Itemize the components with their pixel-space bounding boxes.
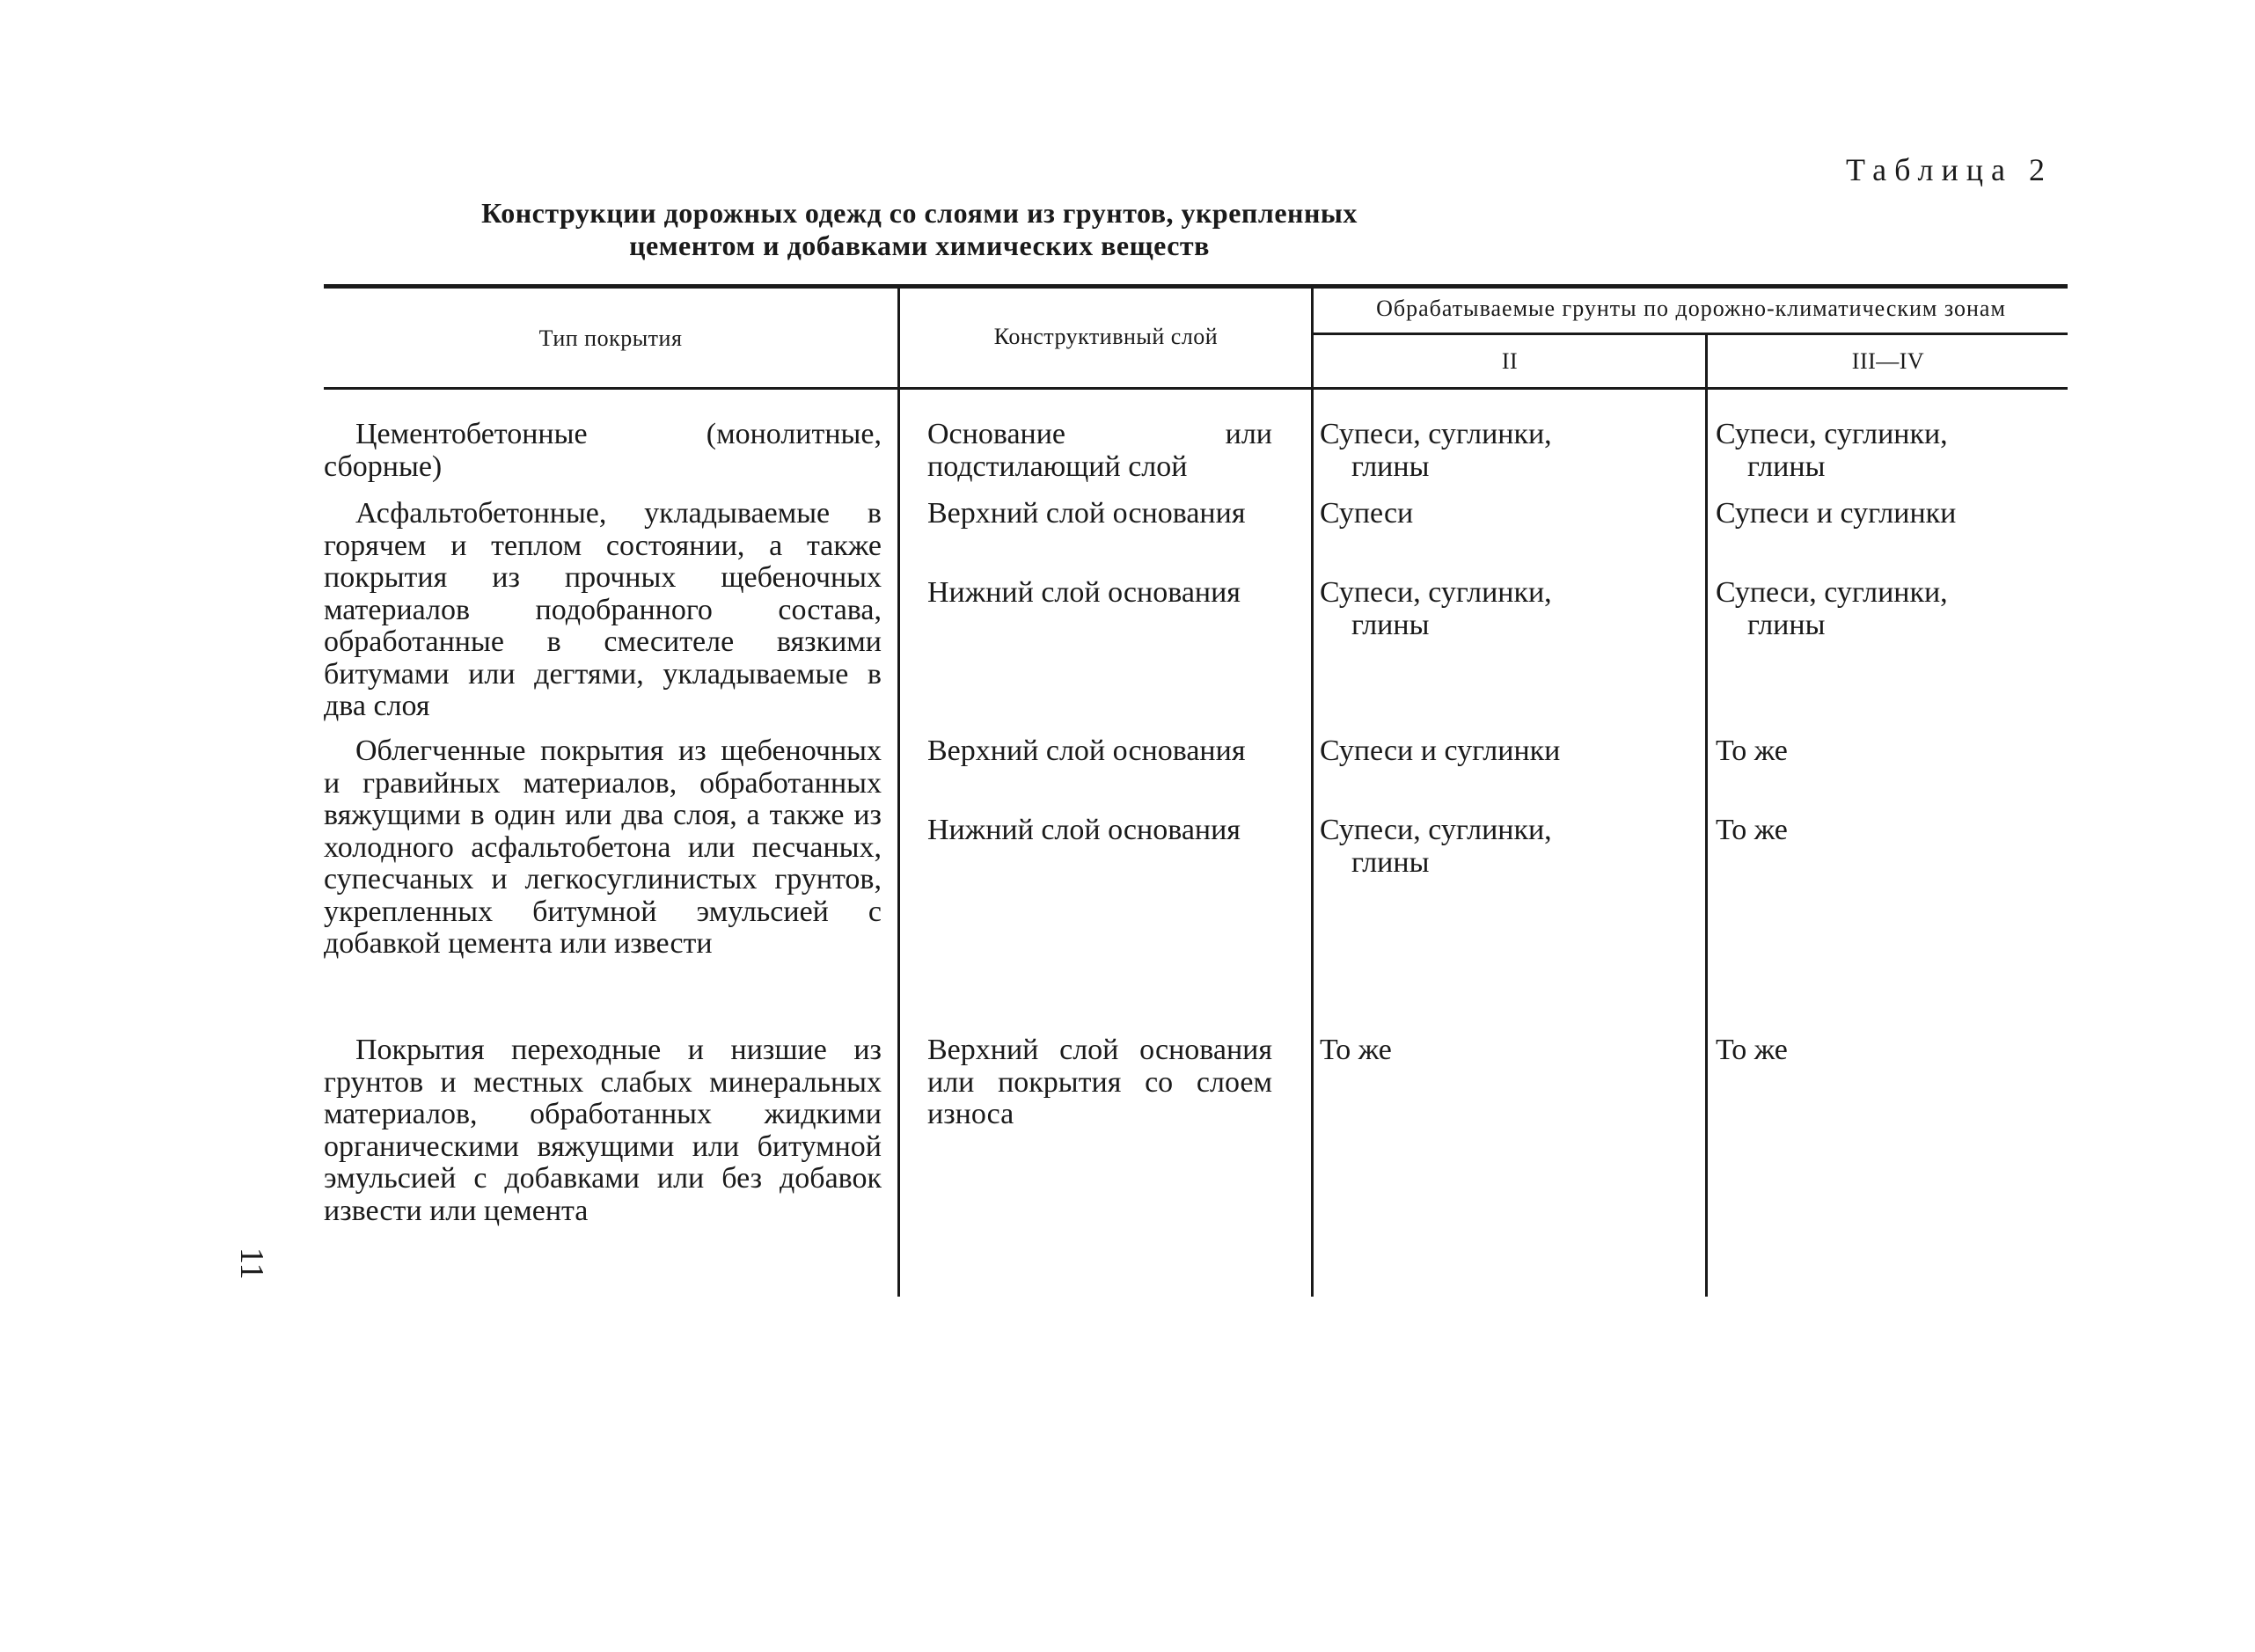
table-row-4-zone-ii: То же [1320,1034,1392,1066]
table-title [326,197,1513,262]
table-row-4-layer-1: Верхний слой основания или покрытия со слоем износа [927,1034,1272,1130]
table-row-1-zone-ii: Супеси, суглинки, глины [1320,418,1552,483]
table-row-2-layer-1-zone-ii: Супеси [1320,497,1414,530]
header-pavement-type: Тип покрытия [538,325,683,351]
column-divider-2 [1311,287,1314,1297]
table-row-1-layer-1: Основание или подстилающий слой [927,418,1272,483]
table-row-2-layer-1: Верхний слой основания [927,497,1246,530]
header-treated-soils: Обрабатываемые грунты по дорожно-климатическим зонам [1376,296,2006,321]
table-row-3-layer-1-zone-iii-iv: То же [1716,735,1788,767]
top-rule [324,284,2068,289]
table-row-3-layer-2-zone-iii-iv: То же [1716,814,1788,846]
table-title-line-1: Конструкции дорожных одежд со слоями из грунтов, укрепленных [481,197,1358,229]
table-row-2-layer-2-zone-ii: Супеси, суглинки, глины [1320,576,1552,641]
table-row-3-layer-1: Верхний слой основания [927,735,1246,767]
header-zone-iii-iv: III—IV [1851,348,1925,374]
header-zone-ii: II [1501,348,1519,374]
table-title-line-2: цементом и добавками химических веществ [629,230,1210,261]
table-row-3-layer-2-zone-ii: Супеси, суглинки, глины [1320,814,1552,879]
header-structural-layer: Конструктивный слой [993,324,1219,349]
table-row-2-layer-2-zone-iii-iv: Супеси, суглинки, глины [1716,576,1948,641]
page-number: 11 [233,1247,270,1280]
table-number: Таблица 2 [1846,152,2053,187]
table-row-3-type: Облегченные покрытия из щебеночных и гравийных материалов, обработанных вяжущими в один или два слоя, а также из холодного асфальтобетона или песчаных, супесчаных и легкосуглинистых грунтов, укрепленных битумной эмульсией с добавкой цемента или извести [324,735,882,960]
table-row-2-layer-1-zone-iii-iv: Супеси и суглинки [1716,497,1957,530]
table-row-1-type: Цементобетонные (монолитные, сборные) [324,418,882,483]
table-row-2-type: Асфальтобетонные, укладываемые в горячем и теплом состоянии, а также покрытия из прочных щебеночных материалов подобранного состава, обработанные в смесителе вязкими битумами или дегтями, укладываемые в два слоя [324,497,882,722]
column-divider-1 [897,287,900,1297]
zone-header-rule [1313,333,2068,335]
table-row-4-type: Покрытия переходные и низшие из грунтов и местных слабых минеральных материалов, обработанных жидкими органическими вяжущими или битумной эмульсией с добавками или без добавок извести или цемента [324,1034,882,1227]
column-divider-3 [1705,335,1708,1297]
table-row-3-layer-2: Нижний слой основания [927,814,1241,846]
table-row-1-zone-iii-iv: Супеси, суглинки, глины [1716,418,1948,483]
table-row-4-zone-iii-iv: То же [1716,1034,1788,1066]
table-row-3-layer-1-zone-ii: Супеси и суглинки [1320,735,1561,767]
header-bottom-rule [324,387,2068,390]
table-row-2-layer-2: Нижний слой основания [927,576,1241,609]
